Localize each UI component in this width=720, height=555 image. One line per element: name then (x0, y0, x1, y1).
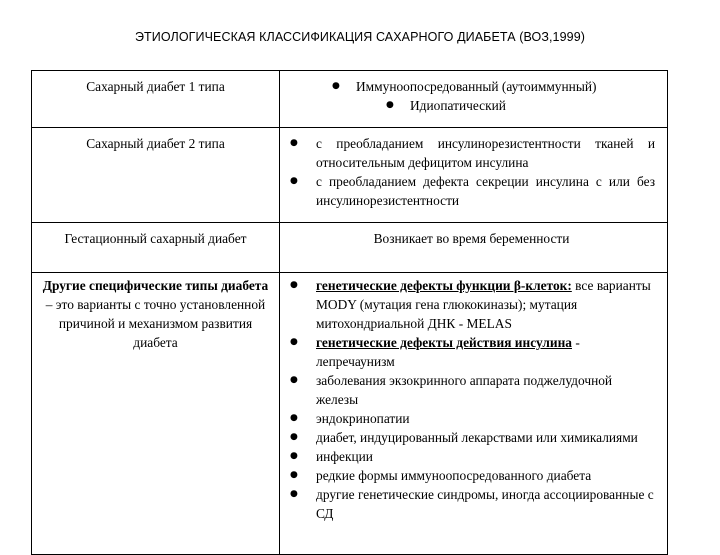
bullet-icon: ● (290, 176, 298, 186)
bullet-icon: ● (290, 280, 298, 290)
bullet-icon: ● (290, 451, 298, 461)
page-title: ЭТИОЛОГИЧЕСКАЯ КЛАССИФИКАЦИЯ САХАРНОГО ДИАБЕТА (ВОЗ,1999) (134, 30, 586, 44)
bullet-icon: ● (290, 489, 298, 499)
bullet-icon: ● (290, 432, 298, 442)
bullet-icon: ● (290, 375, 298, 385)
gestational-diabetes-details: Возникает во время беременности (280, 223, 668, 273)
diabetes-type-1-details (280, 71, 668, 128)
table-row-type1 (32, 71, 668, 128)
list-item: ● генетические дефекты действия инсулина - лепречаунизм (290, 335, 580, 369)
list-item: ● с преобладанием инсулинорезистентности тканей и относительным дефицитом инсулина (290, 136, 655, 170)
list-item: ● с преобладанием дефекта секреции инсулина с или без инсулинорезистентности (290, 174, 655, 208)
list-item: ● заболевания экзокринного аппарата поджелудочной железы (290, 373, 613, 407)
bullet-icon: ● (386, 100, 394, 110)
other-types-details (280, 273, 668, 555)
table-row-type2 (32, 128, 668, 223)
list-item: ● диабет, индуцированный лекарствами или химикалиями (290, 430, 638, 445)
list-item: ● Иммуноопосредованный (аутоиммунный) (332, 79, 597, 94)
list-item: ● эндокринопатии (290, 411, 410, 426)
classification-table (31, 70, 668, 555)
other-types-label: Другие специфические типы диабета – это варианты с точно установленной причиной и механизмом развития диабета (32, 273, 280, 555)
bullet-icon: ● (290, 470, 298, 480)
bullet-icon: ● (290, 337, 298, 347)
list-item: ● Идиопатический (386, 98, 506, 113)
bullet-icon: ● (332, 81, 340, 91)
diabetes-type-2-details (280, 128, 668, 223)
diabetes-type-1-label: Сахарный диабет 1 типа (32, 71, 280, 128)
diabetes-type-2-label: Сахарный диабет 2 типа (32, 128, 280, 223)
list-item: ● генетические дефекты функции β-клеток: все варианты MODY (мутация гена глюкокиназы); мутация митохондриальной ДНК - MELAS (290, 278, 651, 331)
bullet-icon: ● (290, 138, 298, 148)
list-item: ● другие генетические синдромы, иногда ассоциированные с СД (290, 487, 654, 521)
list-item: ● редкие формы иммуноопосредованного диабета (290, 468, 592, 483)
list-item: ● инфекции (290, 449, 373, 464)
table-row-gestational (32, 223, 668, 273)
table-row-other (32, 273, 668, 555)
bullet-icon: ● (290, 413, 298, 423)
gestational-diabetes-label: Гестационный сахарный диабет (32, 223, 280, 273)
